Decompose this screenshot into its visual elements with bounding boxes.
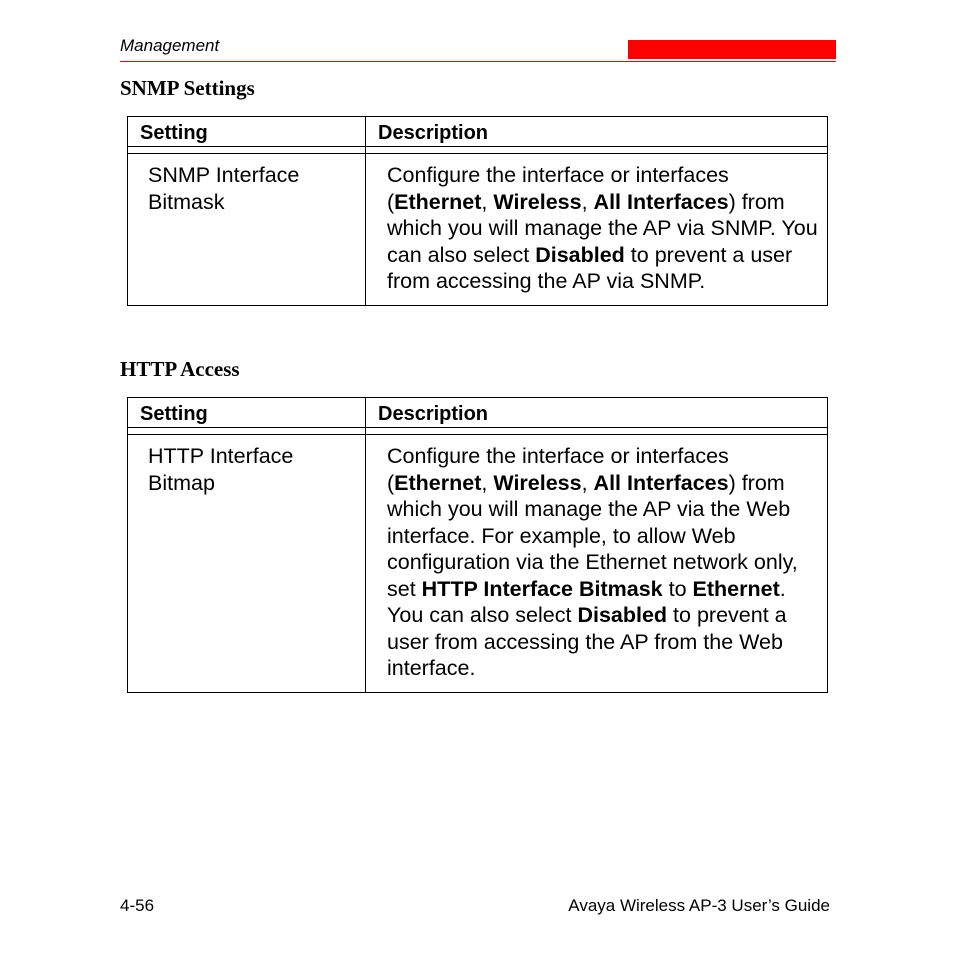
header-red-rule [120, 61, 836, 62]
bold-term: Disabled [535, 242, 625, 267]
bold-term: All Interfaces [593, 189, 729, 214]
bold-term: Disabled [577, 603, 668, 627]
description-cell: Configure the interface or interfaces (Ethernet, Wireless, All Interfaces) from which you will manage the AP via the Web interface. For example, to allow Web configuration via the Ethernet network only, set HTTP Interface Bitmask to Ethernet. You can also select Disabled to prevent a user from accessing the AP from the Web interface. [366, 435, 828, 693]
column-header-setting: Setting [128, 398, 366, 428]
bold-term: All Interfaces [593, 470, 729, 495]
column-header-description: Description [366, 117, 828, 147]
header-divider-row [128, 428, 828, 435]
book-title: Avaya Wireless AP-3 User’s Guide [568, 896, 830, 915]
table-row [128, 154, 828, 306]
bold-term: Ethernet [692, 576, 780, 601]
setting-line: Bitmask [148, 189, 225, 214]
setting-line: HTTP Interface [148, 444, 294, 468]
bold-term: Wireless [493, 189, 582, 214]
column-header-setting: Setting [128, 117, 366, 147]
table-header-row [128, 398, 828, 428]
setting-line: Bitmap [148, 470, 215, 495]
header-red-bar [628, 40, 836, 59]
bold-term: Ethernet [394, 189, 482, 214]
setting-cell [128, 154, 366, 306]
bold-term: Wireless [493, 470, 582, 495]
section-heading-snmp: SNMP Settings [120, 76, 255, 100]
setting-cell [128, 435, 366, 693]
http-access-table [127, 397, 828, 693]
chapter-title: Management [120, 36, 220, 55]
snmp-settings-table [127, 116, 828, 306]
bold-term: HTTP Interface Bitmask [421, 576, 663, 601]
description-cell: Configure the interface or interfaces (Ethernet, Wireless, All Interfaces) from which you will manage the AP via SNMP. You can also select Disabled to prevent a user from accessing the AP via SNMP. [366, 154, 828, 306]
header-divider-row [128, 147, 828, 154]
bold-term: Ethernet [394, 470, 482, 495]
column-header-description: Description [366, 398, 828, 428]
setting-line: SNMP Interface [148, 163, 300, 187]
table-row [128, 435, 828, 693]
page-number: 4-56 [120, 896, 155, 915]
table-header-row [128, 117, 828, 147]
section-heading-http: HTTP Access [120, 357, 240, 381]
